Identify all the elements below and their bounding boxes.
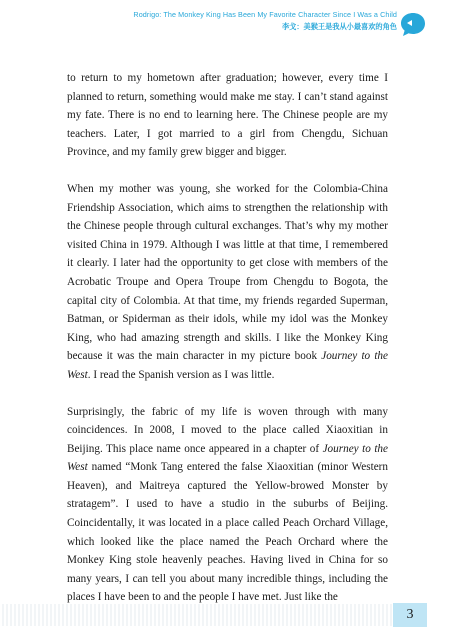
paragraph xyxy=(67,180,388,385)
paragraph-text: . I read the Spanish version as I was little. xyxy=(87,368,275,381)
book-title: Journey to the West xyxy=(67,442,388,474)
running-header-chinese: 李戈：美猴王是我从小最喜欢的角色 xyxy=(281,22,397,31)
running-header-english: Rodrigo: The Monkey King Has Been My Favorite Character Since I Was a Child xyxy=(133,10,397,19)
page-number: 3 xyxy=(393,603,427,627)
paragraph-text: named “Monk Tang entered the false Xiaoxitian (minor Western Heaven), and Maitreya captured the Yellow-browed Monster by stratagem”. I used to have a studio in the suburbs of Beijing. Coincidentally, it was located in a place called Peach Orchard Village, which looked like the place named the Peach Orchard where the Monkey King stole heavenly peaches. Having lived in China for so many years, I can tell you about many incredible things, including the places I have been to and the people I have met. Just like the xyxy=(67,461,388,604)
footer-stripe xyxy=(0,604,393,626)
paragraph-text: to return to my hometown after graduation; however, every time I planned to return, something would make me stay. I can’t stand against my fate. There is no end to learning here. The Chinese people are my teachers. Later, I got married to a girl from Chengdu, Sichuan Province, and my family grew bigger and bigger. xyxy=(67,72,388,159)
footer-bar xyxy=(0,604,453,626)
book-title: Journey to the West xyxy=(67,350,388,381)
body-text xyxy=(67,69,388,625)
paragraph xyxy=(67,403,388,608)
speech-bubble-icon xyxy=(399,10,427,38)
paragraph-text: When my mother was young, she worked for the Colombia-China Friendship Association, which aims to strengthen the relationship with the Chinese people through cultural exchanges. That’s why my mother visited China in 1979. Although I was little at that time, I remembered it clearly. I later had the opportunity to get close with members of the Acrobatic Troupe and Opera Troupe from Chengdu to Bogota, the capital city of Colombia. At that time, my friends regarded Superman, Batman, or Spiderman as their idols, while my idol was the Monkey King, who had amazing strength and skills. I like the Monkey King because it was the main character in my picture book xyxy=(67,182,388,363)
paragraph xyxy=(67,69,388,162)
paragraph-text: Surprisingly, the fabric of my life is woven through with many coincidences. In 2008, I moved to the place called Xiaoxitian in Beijing. This place name once appeared in a chapter of xyxy=(67,405,388,455)
running-header xyxy=(133,10,397,32)
